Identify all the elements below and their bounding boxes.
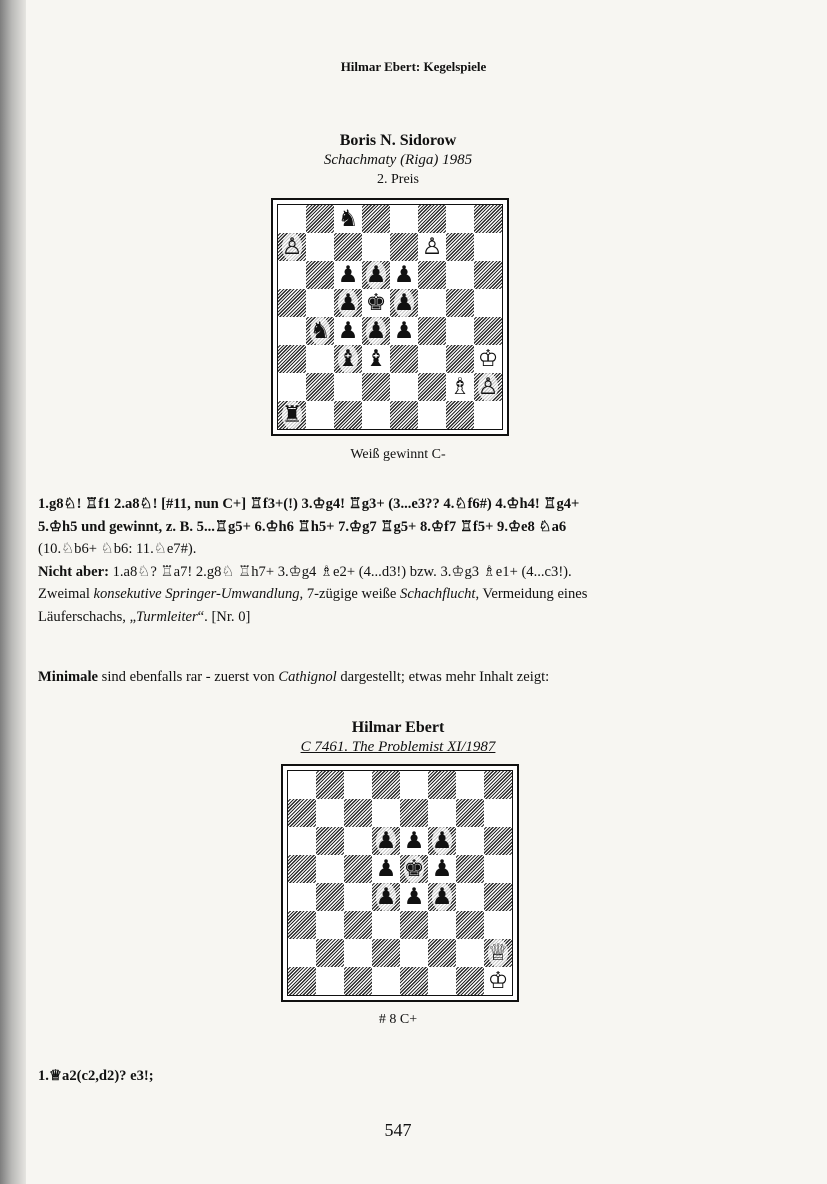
square-g1 [446, 401, 474, 429]
black-knight-icon: ♞ [309, 318, 331, 344]
square-b5 [316, 855, 344, 883]
square-d2 [362, 373, 390, 401]
square-d3 [362, 345, 390, 373]
square-g4 [446, 317, 474, 345]
square-b1 [306, 401, 334, 429]
square-a3 [288, 911, 316, 939]
square-b7 [316, 799, 344, 827]
square-c5 [344, 855, 372, 883]
square-c4 [334, 317, 362, 345]
square-g3 [456, 911, 484, 939]
square-d1 [372, 967, 400, 995]
problem1-award: 2. Preis [377, 172, 419, 187]
square-b2 [306, 373, 334, 401]
black-pawn-icon: ♟ [375, 856, 397, 882]
square-c4 [344, 883, 372, 911]
square-c3 [344, 911, 372, 939]
black-pawn-icon: ♟ [375, 828, 397, 854]
black-pawn-icon: ♟ [337, 318, 359, 344]
square-g8 [456, 771, 484, 799]
square-c6 [334, 261, 362, 289]
white-pawn-icon: ♙ [421, 234, 443, 260]
square-h2 [484, 939, 512, 967]
black-pawn-icon: ♟ [431, 856, 453, 882]
problem2-source: C 7461. The Problemist XI/1987 [300, 739, 496, 755]
nicht-aber-label: Nicht aber: [38, 563, 109, 580]
black-bishop-icon: ♝ [365, 346, 387, 372]
square-a1 [278, 401, 306, 429]
square-f1 [418, 401, 446, 429]
square-d7 [372, 799, 400, 827]
square-g1 [456, 967, 484, 995]
square-a6 [278, 261, 306, 289]
square-b4 [306, 317, 334, 345]
solution1-line6 [38, 606, 758, 629]
square-b3 [306, 345, 334, 373]
square-a8 [288, 771, 316, 799]
square-f6 [428, 827, 456, 855]
square-d8 [362, 205, 390, 233]
black-pawn-icon: ♟ [431, 828, 453, 854]
problem1-solution [38, 493, 758, 628]
black-pawn-icon: ♟ [393, 318, 415, 344]
square-c3 [334, 345, 362, 373]
white-king-icon: ♔ [477, 346, 499, 372]
square-c2 [334, 373, 362, 401]
black-king-icon: ♚ [403, 856, 425, 882]
square-e5 [390, 289, 418, 317]
square-d3 [372, 911, 400, 939]
square-b5 [306, 289, 334, 317]
square-g7 [446, 233, 474, 261]
black-king-icon: ♚ [365, 290, 387, 316]
square-b3 [316, 911, 344, 939]
problem1-author: Boris N. Sidorow [339, 132, 457, 149]
square-c7 [344, 799, 372, 827]
problem1-chessboard [277, 204, 503, 430]
problem2-solution [38, 1065, 758, 1088]
square-h5 [484, 855, 512, 883]
problem2-chessboard [287, 770, 513, 996]
solution1-line1: 1.g8♘! ♖f1 2.a8♘! [#11, nun C+] ♖f3+(!) 3.♔g4! ♖g3+ (3...e3?? 4.♘f6#) 4.♔h4! ♖g4+ [38, 496, 580, 512]
square-d6 [372, 827, 400, 855]
line6-part-a: Läuferschachs, „ [38, 608, 137, 625]
square-f5 [418, 289, 446, 317]
black-pawn-icon: ♟ [393, 262, 415, 288]
white-queen-icon: ♕ [487, 940, 509, 966]
square-e7 [400, 799, 428, 827]
square-e5 [400, 855, 428, 883]
square-f2 [418, 373, 446, 401]
square-h1 [474, 401, 502, 429]
solution1-line2: 5.♔h5 und gewinnt, z. B. 5...♖g5+ 6.♔h6 ♖h5+ 7.♔g7 ♖g5+ 8.♔f7 ♖f5+ 9.♔e8 ♘a6 [38, 518, 567, 535]
square-a5 [288, 855, 316, 883]
solution1-line4 [38, 561, 758, 584]
line5-part-a: Zweimal [38, 586, 94, 602]
square-f7 [428, 799, 456, 827]
black-pawn-icon: ♟ [365, 318, 387, 344]
square-h1 [484, 967, 512, 995]
square-d2 [372, 939, 400, 967]
line5-part-c: , 7-zügige weiße [299, 586, 401, 602]
square-e6 [390, 261, 418, 289]
square-f7 [418, 233, 446, 261]
square-g5 [446, 289, 474, 317]
square-a6 [288, 827, 316, 855]
square-g6 [456, 827, 484, 855]
square-e4 [400, 883, 428, 911]
black-pawn-icon: ♟ [375, 884, 397, 910]
square-d1 [362, 401, 390, 429]
square-g4 [456, 883, 484, 911]
minimale-paragraph [38, 666, 758, 689]
square-f3 [418, 345, 446, 373]
square-e3 [390, 345, 418, 373]
square-b8 [306, 205, 334, 233]
square-e4 [390, 317, 418, 345]
square-a8 [278, 205, 306, 233]
black-bishop-icon: ♝ [337, 346, 359, 372]
square-e1 [390, 401, 418, 429]
square-f3 [428, 911, 456, 939]
square-a1 [288, 967, 316, 995]
square-h7 [484, 799, 512, 827]
nicht-aber-text: 1.a8♘? ♖a7! 2.g8♘ ♖h7+ 3.♔g4 ♗e2+ (4...d3!) bzw. 3.♔g3 ♗e1+ (4...c3!). [108, 563, 572, 580]
black-pawn-icon: ♟ [403, 884, 425, 910]
square-e8 [390, 205, 418, 233]
problem2-stipulation: # 8 C+ [378, 1012, 418, 1027]
square-h6 [474, 261, 502, 289]
line6-part-c: “. [Nr. 0] [197, 608, 251, 625]
problem1-board-frame [271, 198, 509, 436]
black-knight-icon: ♞ [337, 206, 359, 232]
square-c7 [334, 233, 362, 261]
square-b7 [306, 233, 334, 261]
square-d5 [372, 855, 400, 883]
square-h8 [484, 771, 512, 799]
line6-part-b: Turmleiter [136, 608, 198, 625]
line5-part-b: konsekutive Springer-Umwandlung [93, 586, 300, 602]
square-b8 [316, 771, 344, 799]
square-a3 [278, 345, 306, 373]
square-h6 [484, 827, 512, 855]
square-f8 [428, 771, 456, 799]
black-pawn-icon: ♟ [365, 262, 387, 288]
square-b1 [316, 967, 344, 995]
white-king-icon: ♔ [487, 968, 509, 994]
minimale-bold: Minimale [38, 669, 98, 685]
square-c1 [344, 967, 372, 995]
square-f4 [428, 883, 456, 911]
problem1-source: Schachmaty (Riga) 1985 [323, 152, 473, 168]
square-b6 [316, 827, 344, 855]
black-pawn-icon: ♟ [337, 262, 359, 288]
line5-part-d: Schachflucht [400, 586, 476, 602]
minimale-text1: sind ebenfalls rar - zuerst von [98, 669, 279, 685]
square-c6 [344, 827, 372, 855]
square-c8 [344, 771, 372, 799]
black-pawn-icon: ♟ [393, 290, 415, 316]
square-a7 [278, 233, 306, 261]
square-h3 [484, 911, 512, 939]
square-g7 [456, 799, 484, 827]
black-pawn-icon: ♟ [337, 290, 359, 316]
square-h3 [474, 345, 502, 373]
problem2-author: Hilmar Ebert [351, 719, 445, 736]
square-g3 [446, 345, 474, 373]
square-h2 [474, 373, 502, 401]
square-d4 [372, 883, 400, 911]
page-number: 547 [384, 1120, 412, 1140]
problem1-heading [0, 131, 796, 189]
square-h7 [474, 233, 502, 261]
square-a2 [288, 939, 316, 967]
solution1-line3: (10.♘b6+ ♘b6: 11.♘e7#). [38, 541, 197, 557]
white-pawn-icon: ♙ [281, 234, 303, 260]
square-h8 [474, 205, 502, 233]
square-f6 [418, 261, 446, 289]
square-d5 [362, 289, 390, 317]
square-a4 [288, 883, 316, 911]
square-b6 [306, 261, 334, 289]
solution1-line5 [38, 583, 758, 606]
square-e3 [400, 911, 428, 939]
problem1-stipulation: Weiß gewinnt C- [350, 447, 446, 462]
square-a5 [278, 289, 306, 317]
square-e6 [400, 827, 428, 855]
square-g6 [446, 261, 474, 289]
solution2-line1: 1.♕a2(c2,d2)? e3!; [38, 1068, 154, 1084]
square-a7 [288, 799, 316, 827]
black-pawn-icon: ♟ [403, 828, 425, 854]
square-g8 [446, 205, 474, 233]
black-rook-icon: ♜ [281, 402, 303, 428]
square-h5 [474, 289, 502, 317]
square-e2 [400, 939, 428, 967]
minimale-cathignol: Cathignol [278, 669, 337, 685]
square-g2 [446, 373, 474, 401]
square-b2 [316, 939, 344, 967]
square-a2 [278, 373, 306, 401]
square-d7 [362, 233, 390, 261]
square-d4 [362, 317, 390, 345]
square-e2 [390, 373, 418, 401]
line5-part-e: , Vermeidung eines [475, 586, 588, 602]
square-h4 [474, 317, 502, 345]
square-c5 [334, 289, 362, 317]
square-d6 [362, 261, 390, 289]
square-f1 [428, 967, 456, 995]
square-c8 [334, 205, 362, 233]
white-bishop-icon: ♗ [449, 374, 471, 400]
square-b4 [316, 883, 344, 911]
square-g5 [456, 855, 484, 883]
square-d8 [372, 771, 400, 799]
square-a4 [278, 317, 306, 345]
square-h4 [484, 883, 512, 911]
black-pawn-icon: ♟ [431, 884, 453, 910]
square-e1 [400, 967, 428, 995]
square-g2 [456, 939, 484, 967]
white-pawn-icon: ♙ [477, 374, 499, 400]
minimale-text2: dargestellt; etwas mehr Inhalt zeigt: [336, 669, 550, 685]
square-f4 [418, 317, 446, 345]
square-e7 [390, 233, 418, 261]
problem2-heading [0, 718, 796, 757]
running-header: Hilmar Ebert: Kegelspiele [340, 59, 487, 74]
square-f2 [428, 939, 456, 967]
problem2-board-frame [281, 764, 519, 1002]
square-e8 [400, 771, 428, 799]
square-f8 [418, 205, 446, 233]
square-c1 [334, 401, 362, 429]
square-f5 [428, 855, 456, 883]
square-c2 [344, 939, 372, 967]
